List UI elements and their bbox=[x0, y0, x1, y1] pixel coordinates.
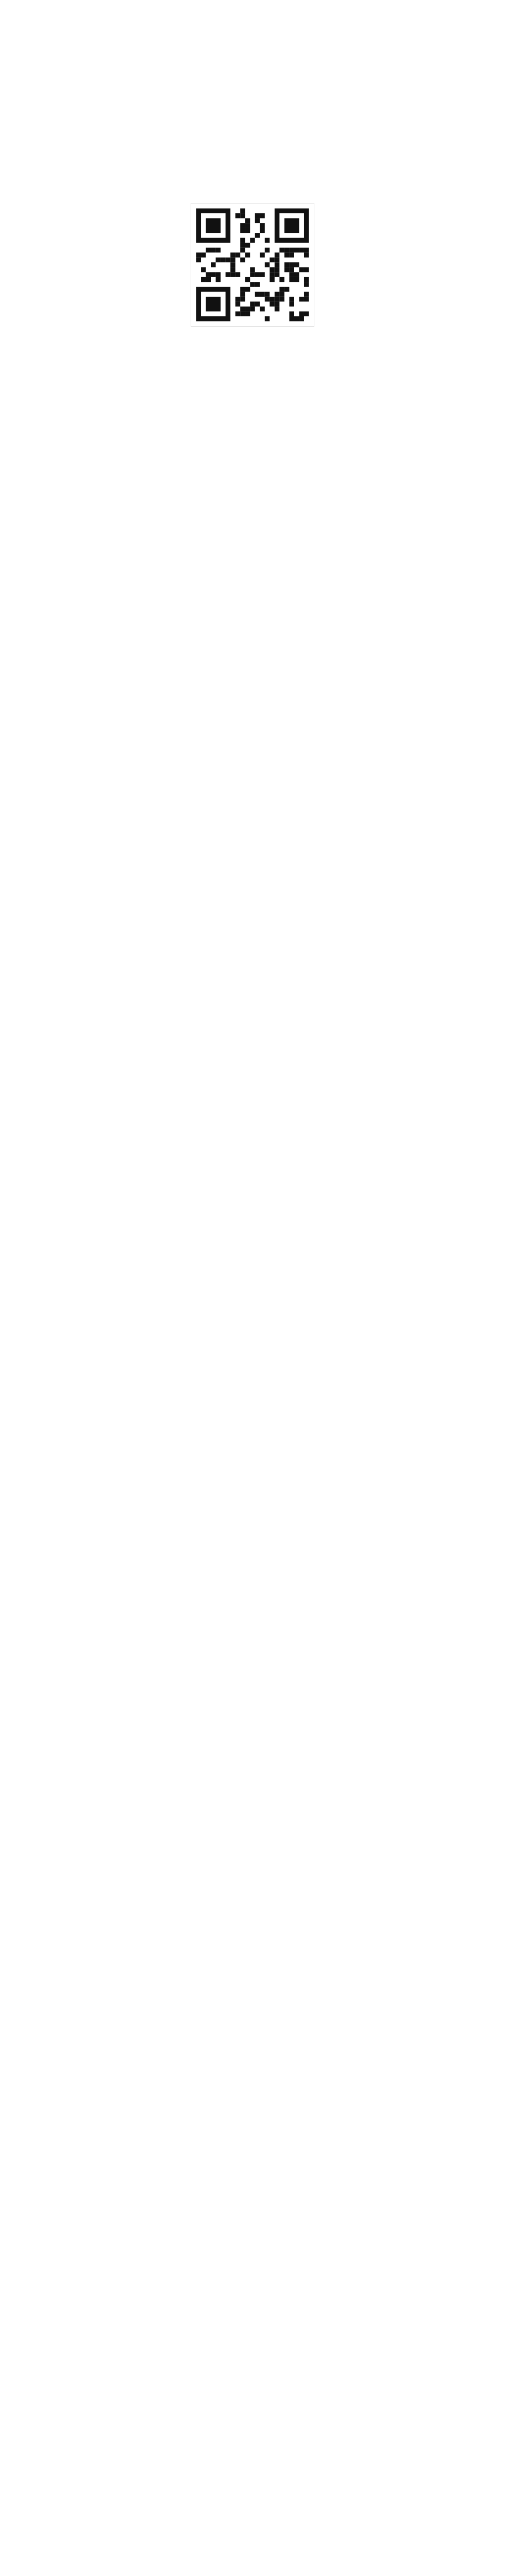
section-2 bbox=[21, 107, 484, 128]
section-heading bbox=[21, 462, 484, 482]
section-heading bbox=[21, 372, 484, 393]
section-heading bbox=[21, 342, 484, 363]
section-heading bbox=[21, 167, 484, 188]
section-5 bbox=[21, 342, 484, 363]
section-4 bbox=[21, 167, 484, 188]
qr-code-icon bbox=[191, 203, 314, 327]
section-heading bbox=[21, 402, 484, 422]
section-9 bbox=[21, 462, 484, 482]
document-title bbox=[21, 19, 484, 39]
section-1 bbox=[21, 77, 484, 98]
section-7 bbox=[21, 402, 484, 422]
document-subtitle bbox=[21, 41, 484, 64]
section-6 bbox=[21, 372, 484, 393]
sections-before-qr bbox=[21, 77, 484, 188]
section-heading bbox=[21, 107, 484, 128]
section-heading bbox=[21, 137, 484, 158]
section-heading bbox=[21, 432, 484, 452]
sections-after-qr bbox=[21, 342, 484, 482]
section-3 bbox=[21, 137, 484, 158]
section-8 bbox=[21, 432, 484, 452]
section-heading bbox=[21, 77, 484, 98]
